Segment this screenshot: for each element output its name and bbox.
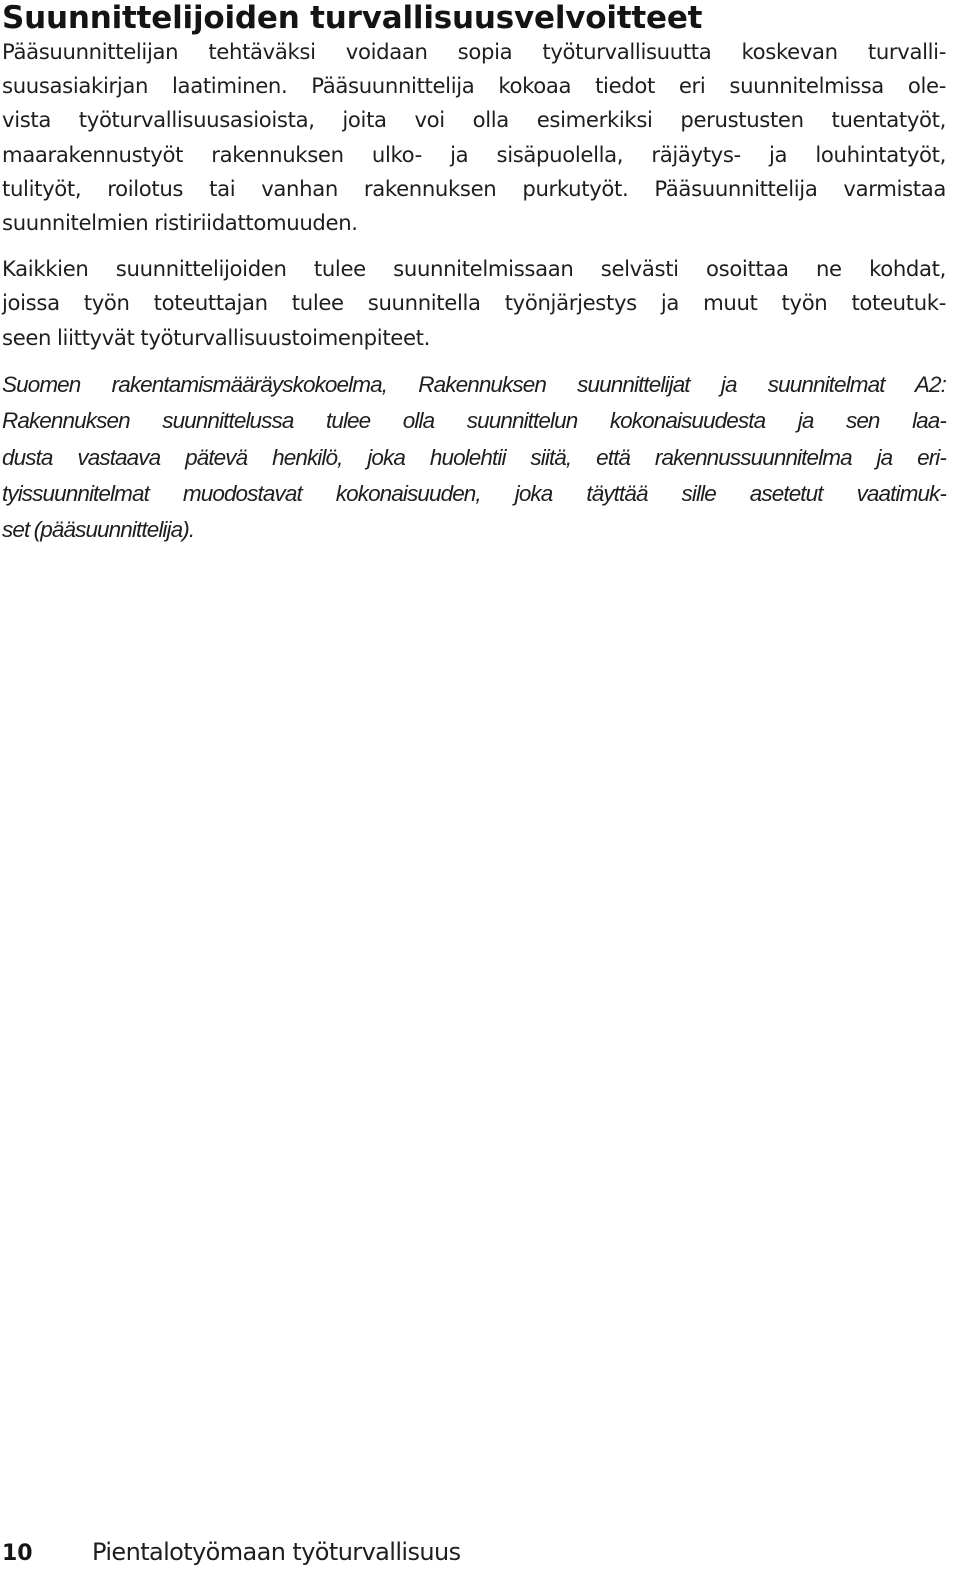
regulation-quote — [2, 367, 946, 549]
paragraph-line: suunnitelmien ristiriidattomuuden. — [2, 210, 358, 236]
paragraph-line: suusasiakirjan laatiminen. Pääsuunnittelija kokoaa tiedot eri suunnitelmissa ole- — [2, 73, 946, 99]
main-content — [2, 35, 946, 549]
paragraph-all-designers-duties — [2, 252, 946, 355]
page-title: Suunnittelijoiden turvallisuusvelvoitteet — [2, 0, 703, 36]
paragraph-main-designer-duties — [2, 35, 946, 240]
paragraph-line: maarakennustyöt rakennuksen ulko- ja sisäpuolella, räjäytys- ja louhintatyöt, — [2, 141, 946, 167]
paragraph-line: joissa työn toteuttajan tulee suunnitella työnjärjestys ja muut työn toteutuk- — [2, 290, 946, 316]
quote-line: tyissuunnitelmat muodostavat kokonaisuuden, joka täyttää sille asetetut vaatimuk- — [2, 481, 946, 507]
quote-line: Suomen rakentamismääräyskokoelma, Rakennuksen suunnittelijat ja suunnitelmat A2: — [2, 371, 946, 397]
page-number: 10 — [2, 1541, 33, 1566]
quote-line: dusta vastaava pätevä henkilö, joka huolehtii siitä, että rakennussuunnitelma ja eri- — [2, 444, 946, 470]
quote-line: Rakennuksen suunnittelussa tulee olla suunnittelun kokonaisuudesta ja sen laa- — [2, 408, 946, 434]
paragraph-line: seen liittyvät työturvallisuustoimenpiteet. — [2, 324, 430, 350]
paragraph-line: Pääsuunnittelijan tehtäväksi voidaan sopia työturvallisuutta koskevan turvalli- — [2, 39, 946, 64]
paragraph-line: tulityöt, roilotus tai vanhan rakennuksen purkutyöt. Pääsuunnittelija varmistaa — [2, 175, 946, 201]
publication-title: Pientalotyömaan työturvallisuus — [92, 1538, 461, 1566]
page-footer — [2, 1534, 461, 1574]
paragraph-line: vista työturvallisuusasioista, joita voi olla esimerkiksi perustusten tuentatyöt, — [2, 107, 946, 133]
quote-line: set (pääsuunnittelija). — [2, 517, 195, 543]
paragraph-line: Kaikkien suunnittelijoiden tulee suunnitelmissaan selvästi osoittaa ne kohdat, — [2, 256, 946, 282]
